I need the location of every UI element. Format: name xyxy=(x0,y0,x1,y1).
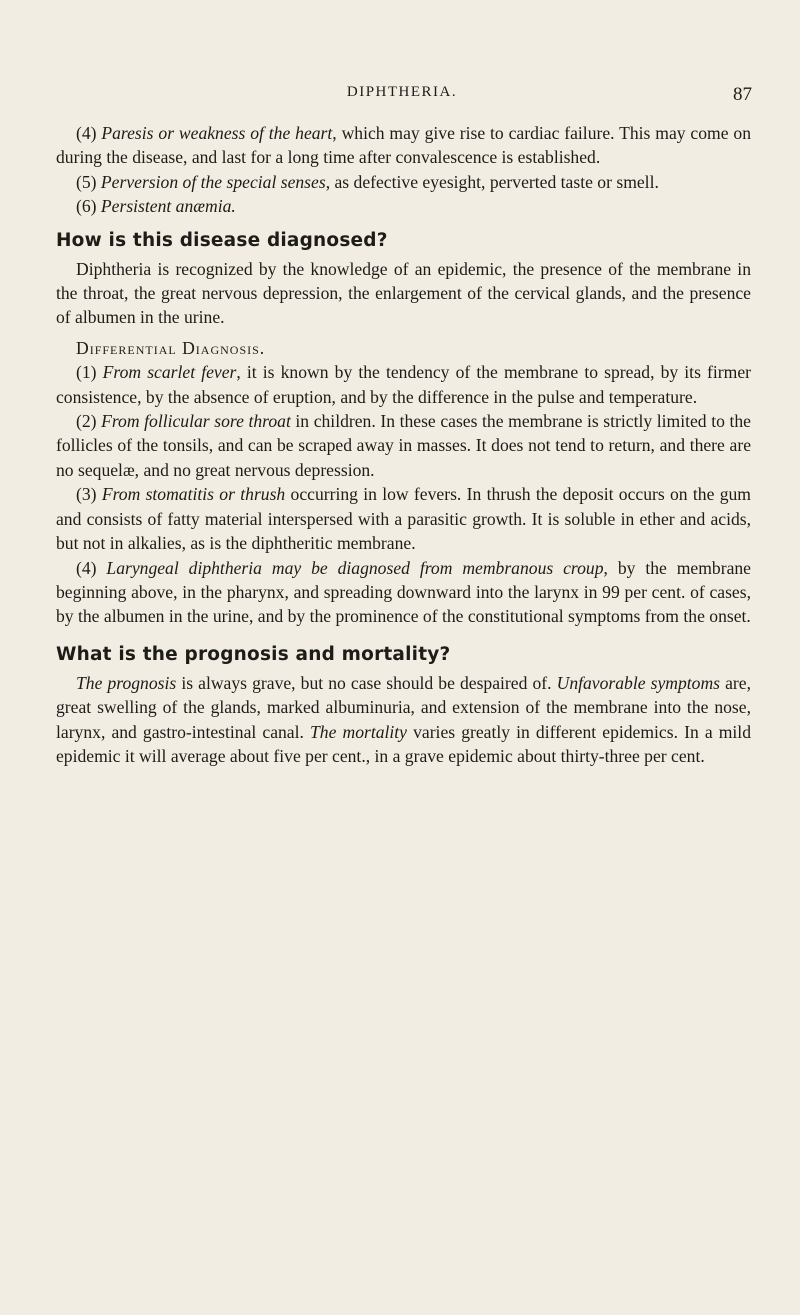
item-text: occurring in low fevers. In thrush the deposit occurs on the gum and consists of fatty material interspersed with a parasitic growth. It is soluble in ether and acids, but not in alkalies, as is the diphtheritic membrane. xyxy=(56,484,751,554)
complication-item-6 xyxy=(56,194,751,218)
running-head xyxy=(52,84,752,108)
item-number: (3) xyxy=(76,484,102,505)
item-text: , as defective eyesight, perverted taste or smell. xyxy=(325,171,659,192)
prognosis-term: The prognosis xyxy=(76,672,177,693)
complication-item-4 xyxy=(56,121,751,170)
item-number: (6) xyxy=(76,196,101,217)
item-number: (4) xyxy=(76,557,107,578)
differential-item-3 xyxy=(56,482,751,555)
item-term: Persistent anæmia. xyxy=(100,196,236,217)
item-text: , it is known by the tendency of the membrane to spread, by its firmer consistence, by the absence of eruption, and by the difference in the pulse and temperature. xyxy=(56,362,751,407)
diagnosis-heading: How is this disease diagnosed? xyxy=(56,229,388,251)
page-number: 87 xyxy=(733,84,752,105)
item-number: (2) xyxy=(76,411,102,432)
item-term: From stomatitis or thrush xyxy=(101,484,286,505)
item-text: , by the membrane beginning above, in the pharynx, and spreading downward into the larynx in 99 per cent. of cases, by the albumen in the urine, and by the prominence of the constitutional symptoms from the onset. xyxy=(56,557,751,627)
unfavorable-symptoms-text: are, great swelling of the glands, marked albuminuria, and extension of the membrane into the nose, larynx, and gastro-intestinal canal. xyxy=(56,672,751,742)
running-title: DIPHTHERIA. xyxy=(346,84,458,100)
mortality-term: The mortality xyxy=(310,721,407,742)
item-text: in children. In these cases the membrane is strictly limited to the follicles of the tonsils, and can be scraped away in masses. It does not tend to return, and there are no sequelæ, and no great nervous depression. xyxy=(56,411,751,480)
item-term: Laryngeal diphtheria may be diagnosed from membranous croup xyxy=(106,557,604,578)
differential-item-2 xyxy=(56,409,751,482)
prognosis-text: is always grave, but no case should be despaired of. xyxy=(176,672,557,693)
item-term: Paresis or weakness of the heart xyxy=(101,123,333,143)
differential-diagnosis-heading: Differential Diagnosis. xyxy=(76,337,266,358)
unfavorable-symptoms-term: Unfavorable symptoms xyxy=(556,672,721,693)
prognosis-heading: What is the prognosis and mortality? xyxy=(56,643,451,665)
item-term: Perversion of the special senses xyxy=(100,171,326,192)
prognosis-paragraph xyxy=(56,671,751,769)
item-number: (5) xyxy=(76,171,101,192)
item-number: (4) xyxy=(76,123,102,143)
complication-item-5 xyxy=(56,170,751,194)
item-term: From follicular sore throat xyxy=(101,411,291,432)
item-term: From scarlet fever xyxy=(102,362,237,383)
item-text: , which may give rise to cardiac failure. This may come on during the disease, and last for a long time after convalescence is established. xyxy=(56,123,751,168)
differential-item-4 xyxy=(56,556,751,629)
page-content xyxy=(56,121,751,768)
mortality-text: varies greatly in different epidemics. In a mild epidemic it will average about five per cent., in a grave epidemic about thirty-three per cent. xyxy=(56,721,751,766)
differential-item-1 xyxy=(56,360,751,409)
item-number: (1) xyxy=(76,362,103,383)
diagnosis-paragraph: Diphtheria is recognized by the knowledge of an epidemic, the presence of the membrane in the throat, the great nervous depression, the enlargement of the cervical glands, and the presence of albumen in the urine. xyxy=(56,258,751,328)
